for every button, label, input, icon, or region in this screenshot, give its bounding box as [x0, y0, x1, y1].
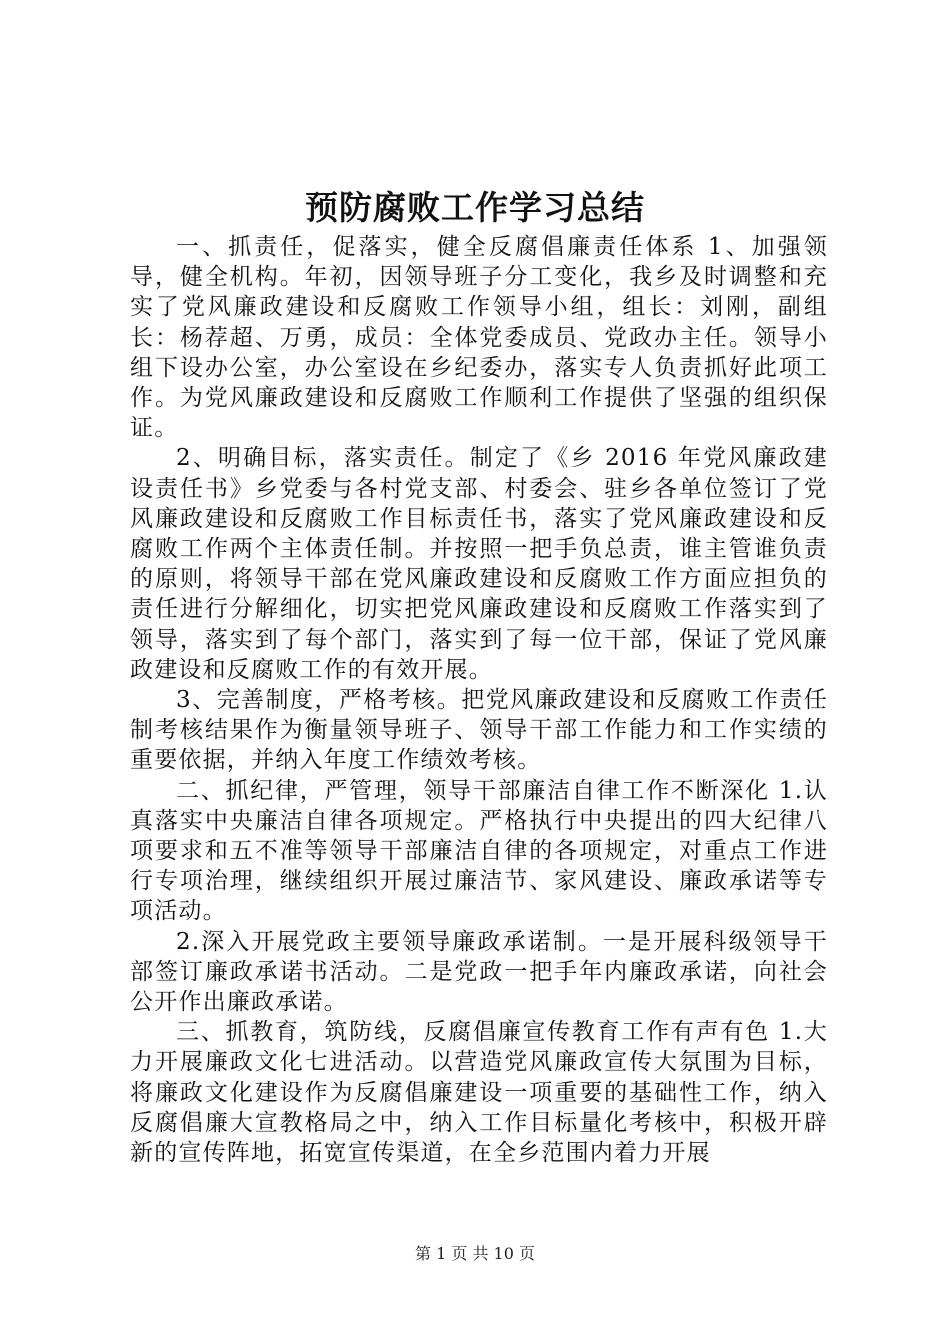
paragraph-2: 2、明确目标，落实责任。制定了《乡 2016 年党风廉政建设责任书》乡党委与各村党支部、村委会、驻乡各单位签订了党风廉政建设和反腐败工作目标责任书，落实了党风廉政建设和反腐败工作两个主体责任制。并按照一把手负总责，谁主管谁负责的原则，将领导干部在党风廉政建设和反腐败工作方面应担负的责任进行分解细化，切实把党风廉政建设和反腐败工作落实到了领导，落实到了每个部门，落实到了每一位干部，保证了党风廉政建设和反腐败工作的有效开展。	[130, 445, 828, 683]
paragraph-1: 一、抓责任，促落实，健全反腐倡廉责任体系 1、加强领导，健全机构。年初，因领导班子分工变化，我乡及时调整和充实了党风廉政建设和反腐败工作领导小组，组长：刘刚，副组长：杨荐超、万勇，成员：全体党委成员、党政办主任。领导小组下设办公室，办公室设在乡纪委办，落实专人负责抓好此项工作。为党风廉政建设和反腐败工作顺利工作提供了坚强的组织保证。	[130, 234, 828, 442]
paragraph-5: 2.深入开展党政主要领导廉政承诺制。一是开展科级领导干部签订廉政承诺书活动。二是党政一把手年内廉政承诺，向社会公开作出廉政承诺。	[130, 928, 828, 1016]
page-footer: 第 1 页 共 10 页	[415, 1244, 535, 1263]
paragraph-6: 三、抓教育，筑防线，反腐倡廉宣传教育工作有声有色 1.大力开展廉政文化七进活动。以营造党风廉政宣传大氛围为目标，将廉政文化建设作为反腐倡廉建设一项重要的基础性工作，纳入反腐倡廉大宣教格局之中，纳入工作目标量化考核中，积极开辟新的宣传阵地，拓宽宣传渠道，在全乡范围内着力开展	[130, 1019, 828, 1167]
paragraph-3: 3、完善制度，严格考核。把党风廉政建设和反腐败工作责任制考核结果作为衡量领导班子、领导干部工作能力和工作实绩的重要依据，并纳入年度工作绩效考核。	[130, 687, 828, 774]
paragraph-4: 二、抓纪律，严管理，领导干部廉洁自律工作不断深化 1.认真落实中央廉洁自律各项规定。严格执行中央提出的四大纪律八项要求和五不准等领导干部廉洁自律的各项规定，对重点工作进行专项治理，继续组织开展过廉洁节、家风建设、廉政承诺等专项活动。	[130, 777, 828, 925]
document-body	[130, 232, 828, 1168]
document-title: 预防腐败工作学习总结	[305, 188, 645, 227]
